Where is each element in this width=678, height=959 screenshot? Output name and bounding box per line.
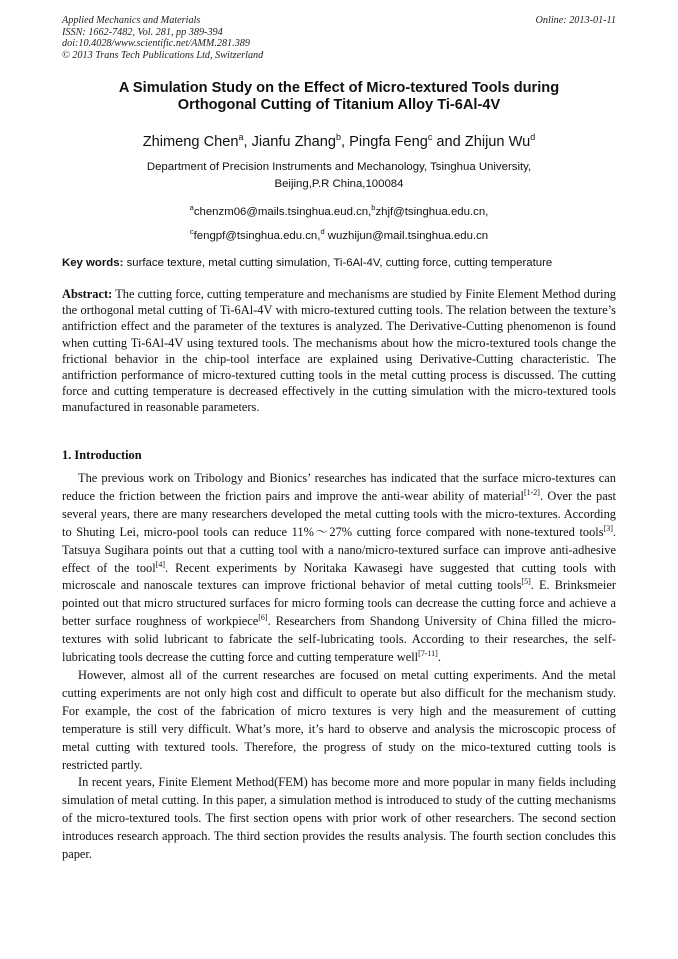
author-affiliation-mark: b [336, 132, 342, 142]
citation-ref: [4] [155, 559, 166, 569]
email-address: zhjf@tsinghua.edu.cn, [375, 206, 489, 218]
author-name: Zhimeng Chen [142, 134, 239, 150]
paragraph-text: . E. Brinksmeier pointed out that micro structured surfaces for micro forming tools can decrease the cutting force and achieve a better surface roughness of workpiece [62, 578, 616, 629]
doi-line: doi:10.4028/www.scientific.net/AMM.281.389 [62, 38, 250, 50]
author-name: Jianfu Zhang [251, 134, 336, 150]
introduction-body [62, 470, 616, 864]
affiliation-line-2: Beijing,P.R China,100084 [274, 178, 404, 190]
author-separator: , [341, 134, 350, 150]
paragraph-2: However, almost all of the current researches are focused on metal cutting experiments. And the metal cutting experiments are not only high cost and difficult to operate but also difficult for the mechanism study. For example, the cost of the fabrication of micro textures is very high and the measurement of cutting temperature is still very difficult. What’s more, it’s hard to observe and analysis the microscopic process of metal cutting with textured tools. Therefore, the progress of study on the mico-textured cutting tools is restricted partly. [62, 667, 616, 772]
abstract [62, 286, 616, 416]
author-affiliation-mark: d [530, 132, 536, 142]
citation-ref: [1-2] [523, 487, 540, 497]
online-date: Online: 2013-01-11 [535, 15, 616, 26]
affiliation-line-1: Department of Precision Instruments and Mechanology, Tsinghua University, [146, 161, 532, 173]
paragraph-text: . Tatsuya Sugihara points out that a cutting tool with a nano/micro-textured surface can improve anti-adhesive effect of the tool [62, 524, 616, 575]
abstract-label: Abstract: [62, 287, 113, 301]
citation-ref: [6] [258, 613, 268, 623]
email-line-2 [62, 222, 616, 246]
journal-name: Applied Mechanics and Materials [62, 15, 201, 26]
title-line-2: Orthogonal Cutting of Titanium Alloy Ti-6Al-4V [177, 97, 501, 113]
author-affiliation-mark: a [238, 132, 244, 142]
author-emails [62, 198, 616, 246]
author-separator: and [432, 134, 465, 150]
author-affiliation-mark: c [427, 132, 433, 142]
keywords-text: surface texture, metal cutting simulation, Ti-6Al-4V, cutting force, cutting temperature [123, 257, 553, 269]
email-mark: d [320, 227, 325, 236]
publication-header [62, 15, 616, 61]
author-name: Pingfa Feng [349, 134, 428, 150]
email-address: wuzhijun@mail.tsinghua.edu.cn [324, 230, 489, 242]
paper-title [62, 80, 616, 114]
email-mark: b [371, 203, 376, 212]
abstract-text: The cutting force, cutting temperature and mechanisms are studied by Finite Element Method during the orthogonal metal cutting of Ti-6Al-4V with micro-textured cutting tools. The relation between the texture’s antifriction effect and the parameter of the textures is analyzed. The Derivative-Cutting phenomenon is found when cutting Ti-6Al-4V using textured tools. The mechanisms about how the micro-textured tools change the frictional behavior in the chip-tool interface are explained using Derivative-Cutting characteristic. The antifriction performance of micro-textured cutting tools in the metal cutting process is discussed. The cutting force and cutting temperature is decreased effectively in the cutting simulation with the micro-textured tools manufactured in reasonable parameters. [62, 287, 616, 415]
paragraph-text: . Recent experiments by Noritaka Kawasegi have suggested that cutting tools with microscale and nanoscale textures can improve frictional behavior of metal cutting tools [62, 560, 617, 593]
email-line-1 [62, 198, 616, 222]
paragraph-3: In recent years, Finite Element Method(FEM) has become more and more popular in many fields including simulation of metal cutting. In this paper, a simulation method is introduced to study of the cutting mechanisms of the micro-textured tools. The first section opens with prior work of other researchers. The second section introduces research approach. The third section provides the results analysis. The fourth section concludes this paper. [62, 775, 616, 862]
citation-ref: [7-11] [418, 649, 438, 659]
paragraph-text: . Researchers from Shandong University of China filled the micro-textures with solid lubricant to fabricate the self-lubricating tools. According to their researches, the self-lubricating tools decrease the cutting force and cutting temperature well [62, 614, 616, 665]
author-separator: , [243, 134, 252, 150]
citation-ref: [5] [521, 577, 531, 587]
citation-ref: [3] [603, 523, 613, 533]
section-heading-introduction: 1. Introduction [62, 448, 142, 462]
email-mark: a [189, 203, 194, 212]
keywords-label: Key words: [62, 257, 124, 269]
keywords [62, 256, 622, 271]
title-line-1: A Simulation Study on the Effect of Micro-textured Tools during [118, 80, 560, 96]
paragraph-1 [62, 470, 616, 667]
affiliation [62, 159, 616, 193]
paragraph-text: . [437, 650, 441, 665]
paragraph-text: . Over the past several years, there are many researchers developed the metal cutting tools with the micro-textures. According to Shuting Lei, micro-pool tools can reduce 11%～27% cutting force compared with none-textured tools [62, 488, 616, 539]
author-name: Zhijun Wu [464, 134, 531, 150]
copyright-line: © 2013 Trans Tech Publications Ltd, Switzerland [62, 49, 264, 61]
email-mark: c [189, 227, 194, 236]
paragraph-text: The previous work on Tribology and Bionics’ researches has indicated that the surface micro-textures can reduce the friction between the friction pairs and improve the anti-wear ability of material [62, 471, 616, 503]
email-address: chenzm06@mails.tsinghua.eud.cn, [193, 206, 372, 218]
issn-line: ISSN: 1662-7482, Vol. 281, pp 389-394 [62, 26, 223, 38]
email-address: fengpf@tsinghua.edu.cn, [193, 230, 321, 242]
author-list [62, 128, 616, 151]
